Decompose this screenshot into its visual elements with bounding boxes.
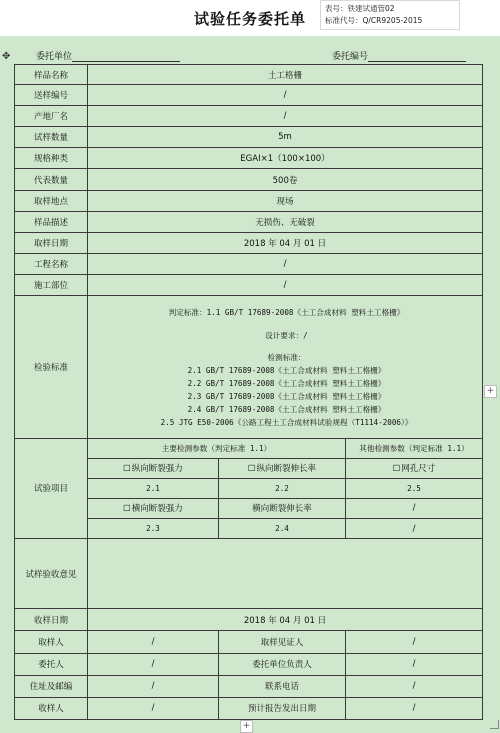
test-standard-item: 2.2 GB/T 17689-2008《土工合成材料 塑料土工格栅》 xyxy=(187,378,386,388)
test-standard-item: 2.1 GB/T 17689-2008《土工合成材料 塑料土工格栅》 xyxy=(187,365,386,375)
form-meta-box xyxy=(320,0,460,30)
test-item-checkbox[interactable]: ☐ 纵向断裂伸长率 xyxy=(219,458,346,478)
table-resize-handle[interactable] xyxy=(490,720,499,729)
receive-date-value[interactable]: 2018 年 04 月 01 日 xyxy=(88,609,483,631)
test-item-ref: 2.2 xyxy=(219,478,346,498)
sampling-site-label: 取样地点 xyxy=(15,190,88,211)
footer-value[interactable]: / xyxy=(346,697,483,719)
footer-value[interactable]: / xyxy=(346,653,483,675)
footer-row xyxy=(15,631,483,653)
footer-label: 取样见证人 xyxy=(219,631,346,653)
spec-type-value[interactable]: EGAI×1（100×100） xyxy=(88,148,483,169)
test-item-ref: 2.3 xyxy=(88,518,219,538)
footer-value[interactable]: / xyxy=(346,675,483,697)
test-item-checkbox[interactable]: ☐ 横向断裂强力 xyxy=(88,498,219,518)
row-sampling-date xyxy=(15,232,483,253)
test-item-checkbox[interactable]: ☐ 纵向断裂强力 xyxy=(88,458,219,478)
form-number: 表号：铁建试通管02 xyxy=(325,4,395,13)
footer-label: 住址及邮编 xyxy=(15,675,88,697)
construction-part-value[interactable]: / xyxy=(88,274,483,295)
document-title: 试验任务委托单 xyxy=(193,10,306,28)
footer-row xyxy=(15,653,483,675)
add-column-plus-icon[interactable]: + xyxy=(484,385,497,398)
client-unit-line[interactable] xyxy=(72,61,180,62)
row-test-items-header xyxy=(15,438,483,458)
commission-form-table xyxy=(14,64,483,720)
rep-qty-value[interactable]: 500卷 xyxy=(88,169,483,190)
test-standard-title: 检测标准： xyxy=(267,352,306,362)
acceptance-opinion-value[interactable] xyxy=(88,539,483,609)
row-sample-desc xyxy=(15,211,483,232)
sample-desc-value[interactable]: 无损伤、无破裂 xyxy=(88,211,483,232)
row-inspection-standard xyxy=(15,296,483,439)
row-receive-date xyxy=(15,609,483,631)
add-row-plus-icon[interactable]: + xyxy=(240,720,253,733)
project-name-label: 工程名称 xyxy=(15,253,88,274)
client-no-line[interactable] xyxy=(368,61,466,62)
sampling-date-value[interactable]: 2018 年 04 月 01 日 xyxy=(88,232,483,253)
footer-label: 委托人 xyxy=(15,653,88,675)
receive-date-label: 收样日期 xyxy=(15,609,88,631)
rep-qty-label: 代表数量 xyxy=(15,169,88,190)
manufacturer-value[interactable]: / xyxy=(88,106,483,127)
footer-value[interactable]: / xyxy=(88,675,219,697)
spec-type-label: 规格种类 xyxy=(15,148,88,169)
sample-qty-value[interactable]: 5m xyxy=(88,127,483,148)
row-rep-qty xyxy=(15,169,483,190)
sample-qty-label: 试样数量 xyxy=(15,127,88,148)
client-unit-label: 委托单位 xyxy=(36,52,73,62)
design-requirement: 设计要求：/ xyxy=(265,330,308,340)
footer-value[interactable]: / xyxy=(88,653,219,675)
client-no-label: 委托编号 xyxy=(332,52,369,62)
delivery-no-label: 送样编号 xyxy=(15,85,88,106)
inspection-standard-label: 检验标准 xyxy=(15,296,88,439)
row-acceptance-opinion xyxy=(15,539,483,609)
footer-label: 委托单位负责人 xyxy=(219,653,346,675)
test-item-ref: / xyxy=(346,518,483,538)
sample-name-label: 样品名称 xyxy=(15,65,88,85)
construction-part-label: 施工部位 xyxy=(15,274,88,295)
row-sample-qty xyxy=(15,127,483,148)
row-sampling-site xyxy=(15,190,483,211)
footer-label: 联系电话 xyxy=(219,675,346,697)
footer-row xyxy=(15,697,483,719)
sample-name-value[interactable]: 土工格栅 xyxy=(88,65,483,85)
delivery-no-value[interactable]: / xyxy=(88,85,483,106)
test-standard-item: 2.5 JTG E50-2006《公路工程土工合成材料试验规程（T1114-2006）》 xyxy=(160,417,413,427)
main-params-header: 主要检测参数（判定标准 1.1） xyxy=(88,438,346,458)
acceptance-opinion-label: 试样验收意见 xyxy=(15,539,88,609)
test-item-text[interactable]: / xyxy=(346,498,483,518)
row-manufacturer xyxy=(15,106,483,127)
footer-row xyxy=(15,675,483,697)
table-move-icon[interactable]: ✥ xyxy=(2,51,11,62)
standard-code: 标准代号：Q/CR9205-2015 xyxy=(325,16,423,25)
test-items-label: 试验项目 xyxy=(15,438,88,538)
row-project-name xyxy=(15,253,483,274)
test-item-checkbox[interactable]: ☐ 网孔尺寸 xyxy=(346,458,483,478)
footer-label: 收样人 xyxy=(15,697,88,719)
judgement-standard: 判定标准：1.1 GB/T 17689-2008《土工合成材料 塑料土工格栅》 xyxy=(168,307,405,317)
sampling-site-value[interactable]: 现场 xyxy=(88,190,483,211)
sample-desc-label: 样品描述 xyxy=(15,211,88,232)
client-no-field[interactable] xyxy=(332,49,466,62)
test-item-ref: 2.4 xyxy=(219,518,346,538)
row-spec-type xyxy=(15,148,483,169)
manufacturer-label: 产地厂名 xyxy=(15,106,88,127)
footer-label: 取样人 xyxy=(15,631,88,653)
footer-value[interactable]: / xyxy=(88,631,219,653)
other-params-header: 其他检测参数（判定标准 1.1） xyxy=(346,438,483,458)
sampling-date-label: 取样日期 xyxy=(15,232,88,253)
test-item-ref: 2.1 xyxy=(88,478,219,498)
test-standard-item: 2.4 GB/T 17689-2008《土工合成材料 塑料土工格栅》 xyxy=(187,404,386,414)
test-standard-item: 2.3 GB/T 17689-2008《土工合成材料 塑料土工格栅》 xyxy=(187,391,386,401)
footer-label: 预计报告发出日期 xyxy=(219,697,346,719)
client-unit-field[interactable] xyxy=(36,49,180,62)
test-item-text[interactable]: 横向断裂伸长率 xyxy=(219,498,346,518)
project-name-value[interactable]: / xyxy=(88,253,483,274)
inspection-standard-content[interactable] xyxy=(88,296,483,439)
row-sample-name xyxy=(15,65,483,85)
footer-value[interactable]: / xyxy=(346,631,483,653)
footer-value[interactable]: / xyxy=(88,697,219,719)
test-item-ref: 2.5 xyxy=(346,478,483,498)
row-delivery-no xyxy=(15,85,483,106)
row-construction-part xyxy=(15,274,483,295)
